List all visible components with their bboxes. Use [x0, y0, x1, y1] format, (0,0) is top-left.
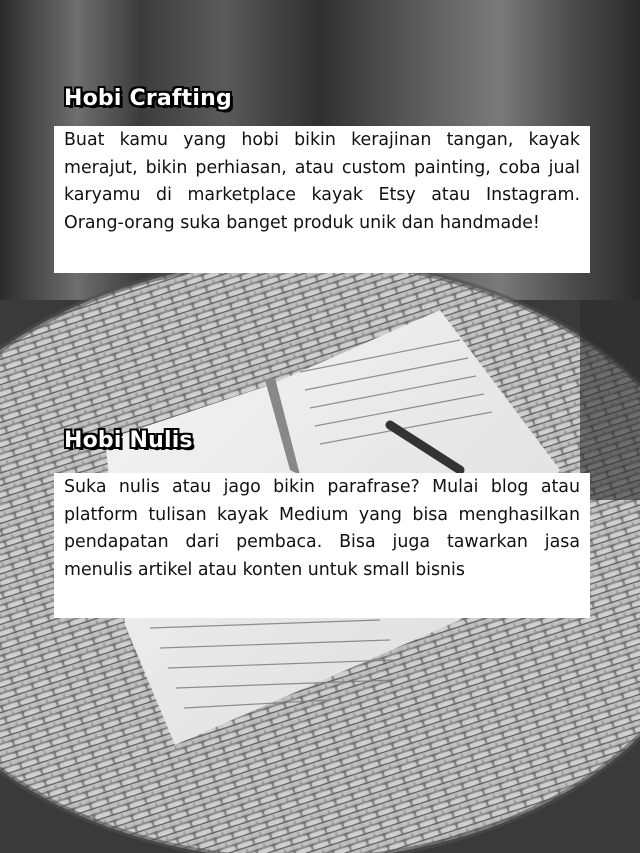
- section-body-nulis: Suka nulis atau jago bikin parafrase? Mulai blog atau platform tulisan kayak Medium yang bisa menghasilkan pendapatan dari pembaca. Bisa juga tawarkan jasa menulis artikel atau konten untuk small bisnis: [54, 473, 590, 618]
- section-body-crafting: Buat kamu yang hobi bikin kerajinan tangan, kayak merajut, bikin perhiasan, atau custom painting, coba jual karyamu di marketplace kayak Etsy atau Instagram. Orang-orang suka banget produk unik dan handmade!: [54, 126, 590, 273]
- section-title-nulis: Hobi Nulis: [64, 428, 193, 453]
- section-title-crafting: Hobi Crafting: [64, 86, 232, 111]
